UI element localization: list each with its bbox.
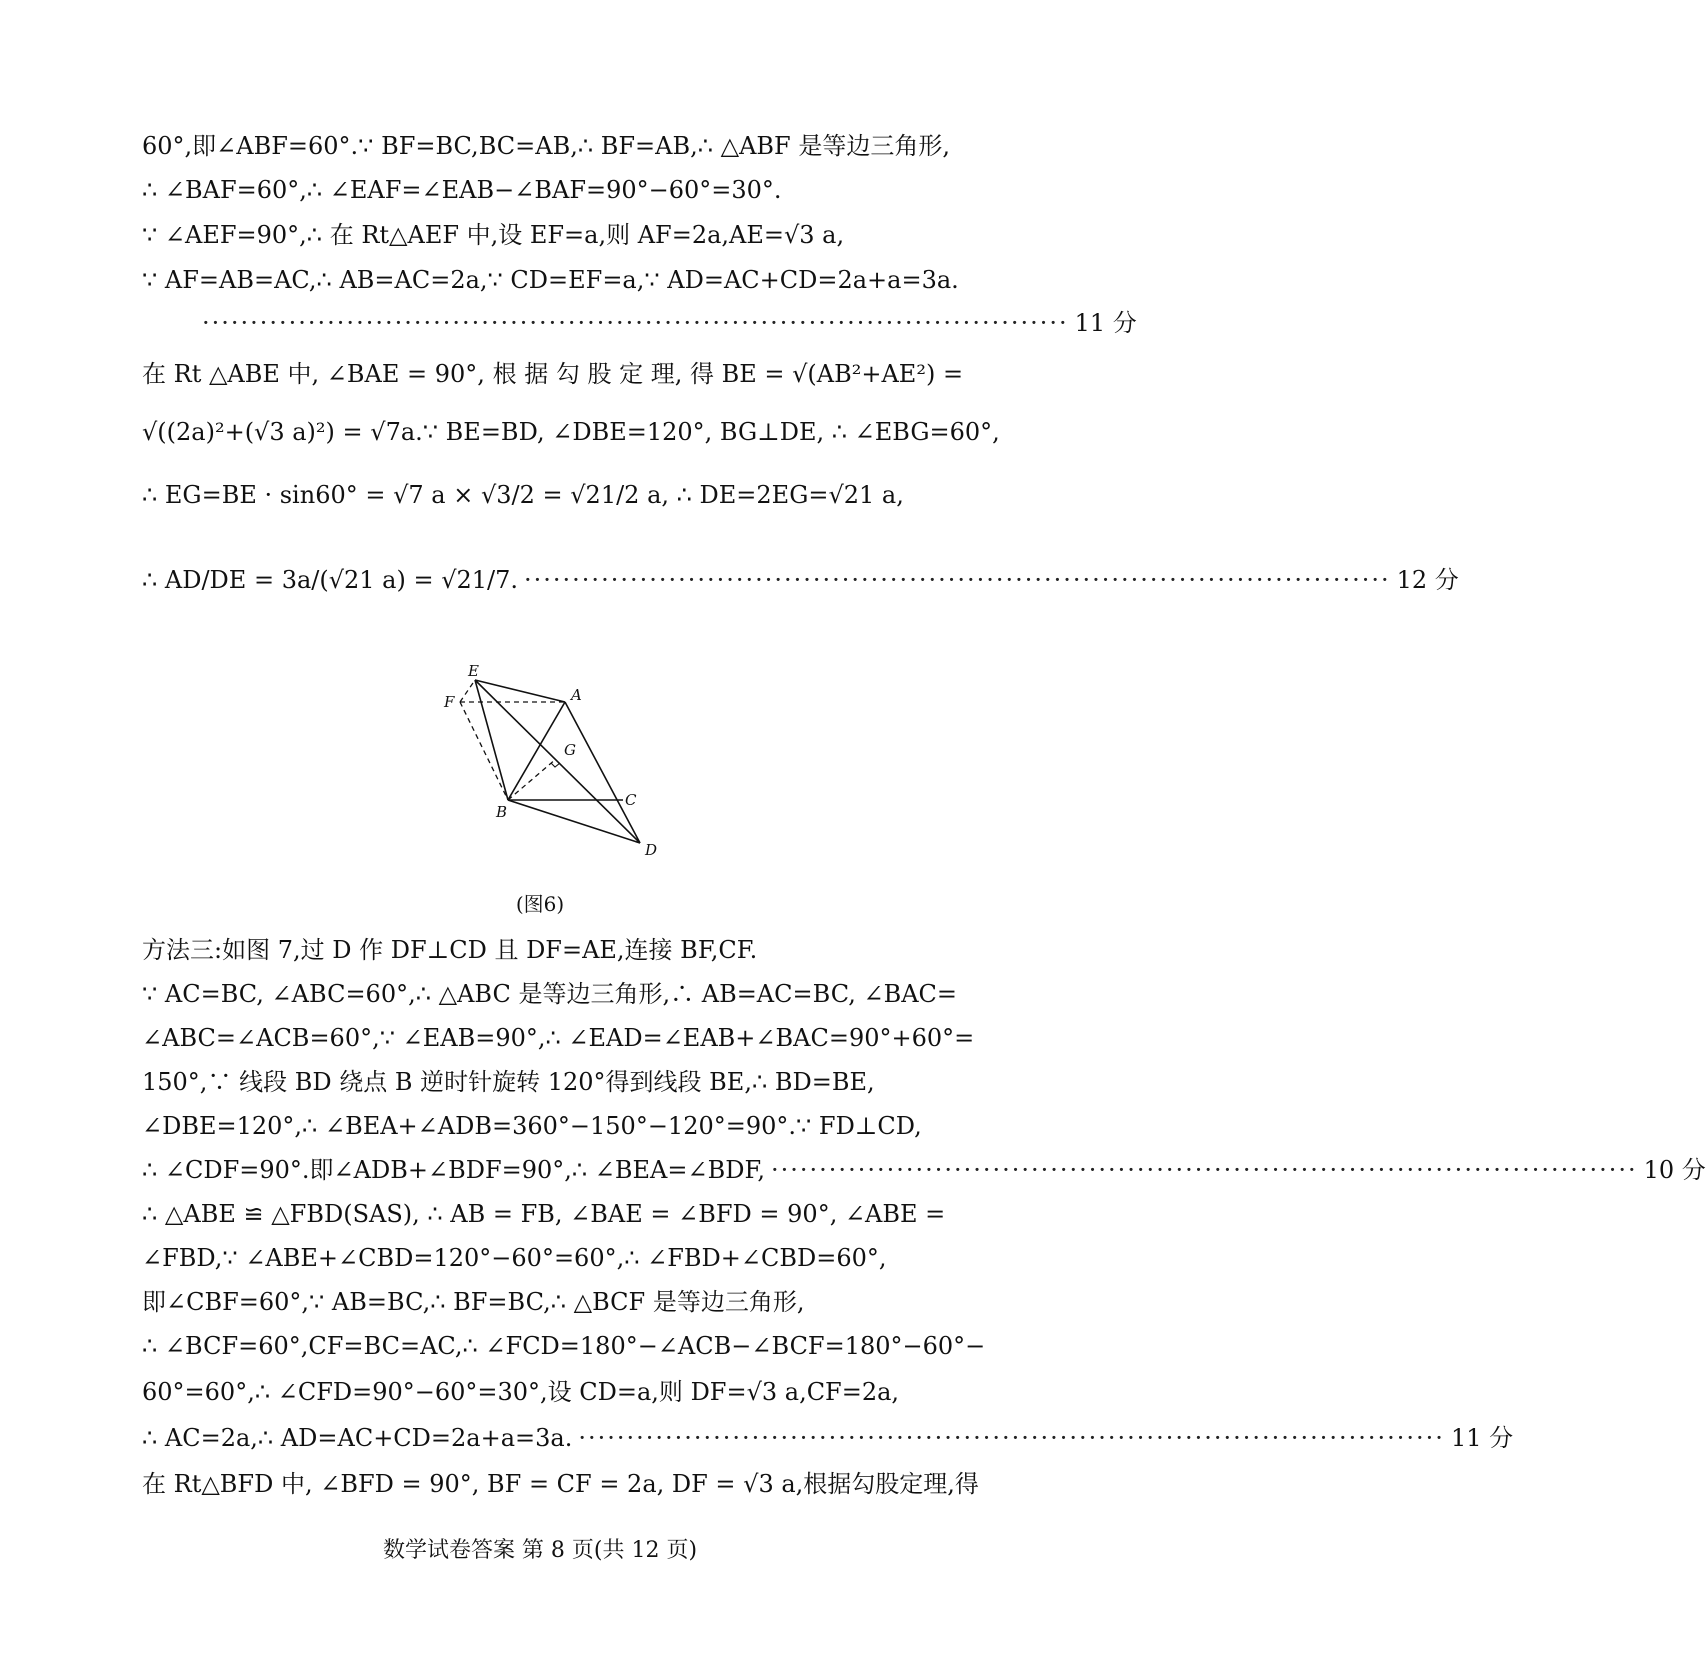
text-line: ∵ AC=BC, ∠ABC=60°,∴ △ABC 是等边三角形,∴ AB=AC=BC, ∠BAC= <box>142 980 958 1008</box>
text-line: 60°=60°,∴ ∠CFD=90°−60°=30°,设 CD=a,则 DF=√3 a,CF=2a, <box>142 1378 900 1406</box>
text-line: 在 Rt △ABE 中, ∠BAE = 90°, 根 据 勾 股 定 理, 得 BE = √(AB²+AE²) = <box>142 360 964 388</box>
text-line: ∠DBE=120°,∴ ∠BEA+∠ADB=360°−150°−120°=90°.∵ FD⊥CD, <box>142 1112 922 1140</box>
text-line: ∴ △ABE ≌ △FBD(SAS), ∴ AB = FB, ∠BAE = ∠BFD = 90°, ∠ABE = <box>142 1200 946 1228</box>
segment-fe <box>460 680 475 702</box>
text-line: 60°,即∠ABF=60°.∵ BF=BC,BC=AB,∴ BF=AB,∴ △ABF 是等边三角形, <box>142 132 950 160</box>
dot-leader: ·························································································· <box>771 1156 1638 1184</box>
score-line <box>142 1153 1706 1187</box>
dot-leader: ·························································································· <box>578 1424 1445 1452</box>
segment-ab <box>508 702 565 800</box>
score-mark: 11 分 <box>1450 1424 1514 1452</box>
text-line: 在 Rt△BFD 中, ∠BFD = 90°, BF = CF = 2a, DF = √3 a,根据勾股定理,得 <box>142 1470 979 1498</box>
geometry-figure <box>440 662 700 920</box>
text-line: ∠ABC=∠ACB=60°,∵ ∠EAB=90°,∴ ∠EAD=∠EAB+∠BAC=90°+60°= <box>142 1024 975 1052</box>
score-line <box>142 1421 1514 1455</box>
text-line: ∵ ∠AEF=90°,∴ 在 Rt△AEF 中,设 EF=a,则 AF=2a,AE=√3 a, <box>142 221 845 249</box>
page-footer: 数学试卷答案 第 8 页(共 12 页) <box>382 1538 698 1563</box>
dot-leader: ·························································································· <box>202 309 1069 337</box>
score-mark: 11 分 <box>1074 309 1137 337</box>
score-mark: 12 分 <box>1396 566 1459 594</box>
segment-bg <box>508 759 556 800</box>
dot-leader: ·························································································· <box>524 566 1391 594</box>
text-line: ∴ ∠BCF=60°,CF=BC=AC,∴ ∠FCD=180°−∠ACB−∠BCF=180°−60°− <box>142 1332 986 1360</box>
segment-eb <box>475 680 508 800</box>
label-c: C <box>625 791 637 809</box>
score-line <box>142 560 1459 600</box>
text-line: 即∠CBF=60°,∵ AB=BC,∴ BF=BC,∴ △BCF 是等边三角形, <box>142 1288 805 1316</box>
text-line: ∴ EG=BE · sin60° = √7 a × √3/2 = √21/2 a, ∴ DE=2EG=√21 a, <box>142 481 904 509</box>
score-mark: 10 分 <box>1643 1156 1706 1184</box>
label-g: G <box>564 741 576 759</box>
right-angle-mark <box>551 763 560 767</box>
label-f: F <box>444 693 455 711</box>
text-line: ∴ ∠CDF=90°.即∠ADB+∠BDF=90°,∴ ∠BEA=∠BDF, <box>142 1156 766 1184</box>
segment-ea <box>475 680 565 702</box>
text-line: ∴ AC=2a,∴ AD=AC+CD=2a+a=3a. <box>142 1424 573 1452</box>
text-line: 150°,∵ 线段 BD 绕点 B 逆时针旋转 120°得到线段 BE,∴ BD=BE, <box>142 1068 875 1096</box>
text-line: ∠FBD,∵ ∠ABE+∠CBD=120°−60°=60°,∴ ∠FBD+∠CBD=60°, <box>142 1244 887 1272</box>
label-e: E <box>468 662 479 680</box>
text-line: 方法三:如图 7,过 D 作 DF⊥CD 且 DF=AE,连接 BF,CF. <box>142 936 758 964</box>
score-line <box>196 306 1137 340</box>
fraction-equation: ∴ AD/DE = 3a/(√21 a) = √21/7. <box>142 566 519 594</box>
text-line: ∵ AF=AB=AC,∴ AB=AC=2a,∵ CD=EF=a,∵ AD=AC+CD=2a+a=3a. <box>142 266 959 294</box>
label-b: B <box>496 803 508 821</box>
figure-caption: (图6) <box>515 892 565 916</box>
label-a: A <box>571 686 582 704</box>
label-d: D <box>645 841 658 859</box>
text-line: √((2a)²+(√3 a)²) = √7a.∵ BE=BD, ∠DBE=120°, BG⊥DE, ∴ ∠EBG=60°, <box>142 418 1000 446</box>
segment-fb <box>460 702 508 800</box>
text-line: ∴ ∠BAF=60°,∴ ∠EAF=∠EAB−∠BAF=90°−60°=30°. <box>142 176 782 204</box>
